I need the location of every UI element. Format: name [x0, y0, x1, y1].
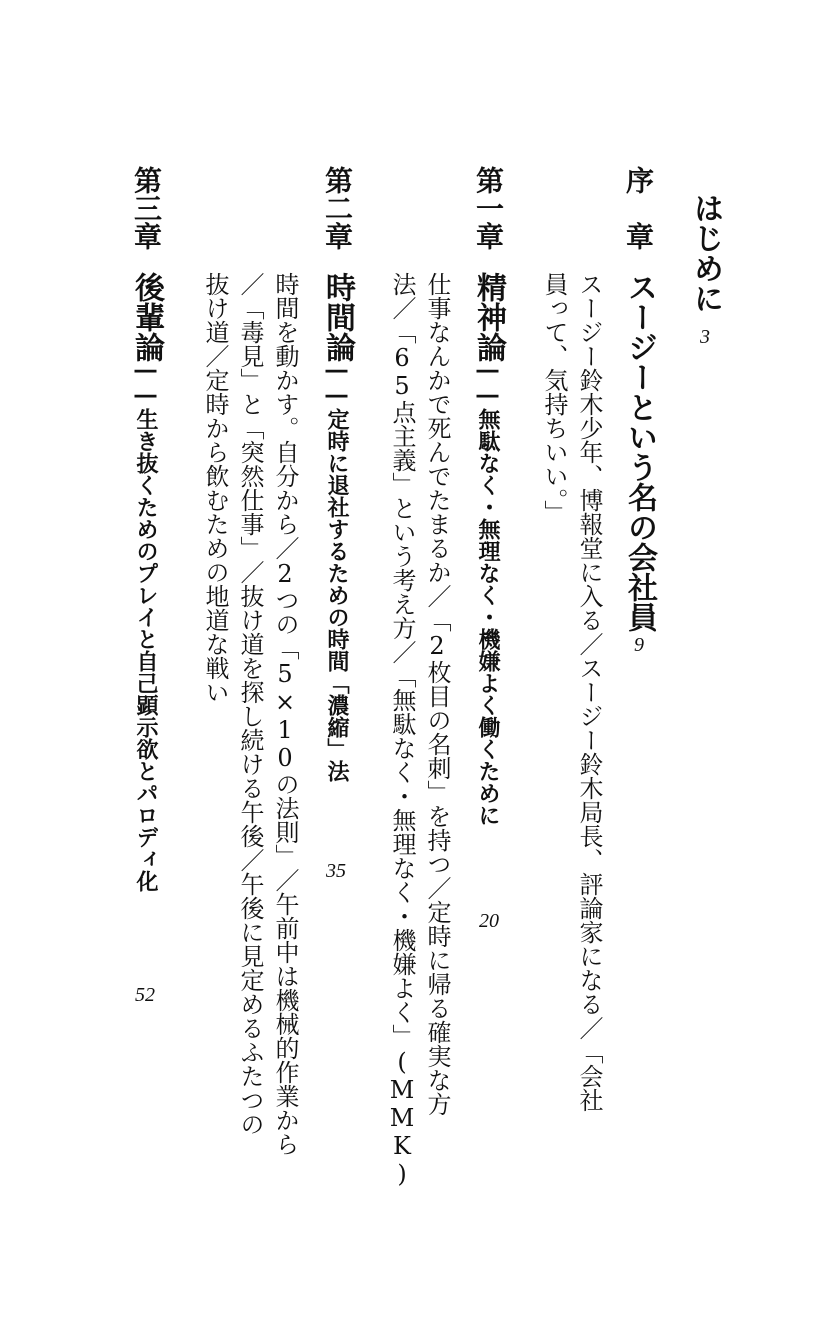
- chapter2-desc-line-2: ／「毒見」と「突然仕事」／抜け道を探し続ける午後／午後に見定めるふたつの: [236, 272, 264, 1136]
- chapter1-desc-line-1: 仕事なんかで死んでたまるか／「2枚目の名刺」を持つ／定時に帰る確実な方: [423, 272, 451, 1116]
- intro-page-number: 3: [700, 326, 710, 348]
- chapter1-label: 第一章: [472, 166, 505, 250]
- chapter1-title[interactable]: 精神論: [471, 272, 506, 362]
- chapter3-label: 第三章: [130, 166, 163, 250]
- prologue-desc-line-2: 員って、気持ちいい。」: [540, 272, 568, 524]
- chapter2-title[interactable]: 時間論: [320, 272, 355, 362]
- chapter2-desc-line-1: 時間を動かす。自分から／2つの「5×10の法則」／午前中は機械的作業から: [271, 272, 299, 1156]
- chapter3-page-number: 52: [135, 984, 155, 1006]
- prologue-page-number: 9: [634, 634, 644, 656]
- chapter1-page-number: 20: [479, 910, 499, 932]
- chapter2-subtitle: ――定時に退社するための時間「濃縮」法: [324, 358, 349, 782]
- chapter2-page-number: 35: [326, 860, 346, 882]
- chapter2-desc-line-3: 抜け道／定時から飲むための地道な戦い: [201, 272, 229, 704]
- intro-title[interactable]: はじめに: [688, 193, 723, 313]
- chapter3-title[interactable]: 後輩論: [129, 272, 164, 362]
- prologue-title[interactable]: スージーという名の会社員: [622, 272, 657, 632]
- chapter1-subtitle: ――無駄なく・無理なく・機嫌よく働くために: [475, 358, 500, 826]
- prologue-label: 序章: [622, 166, 655, 278]
- prologue-desc-line-1: スージー鈴木少年、博報堂に入る／スージー鈴木局長、評論家になる／「会社: [575, 272, 603, 1112]
- chapter2-label: 第二章: [321, 166, 354, 250]
- chapter3-subtitle: ――生き抜くためのプレイと自己顕示欲とパロディ化: [133, 358, 158, 892]
- chapter1-desc-line-2: 法／「65点主義」という考え方／「無駄なく・無理なく・機嫌よく」(MMK): [388, 272, 416, 1188]
